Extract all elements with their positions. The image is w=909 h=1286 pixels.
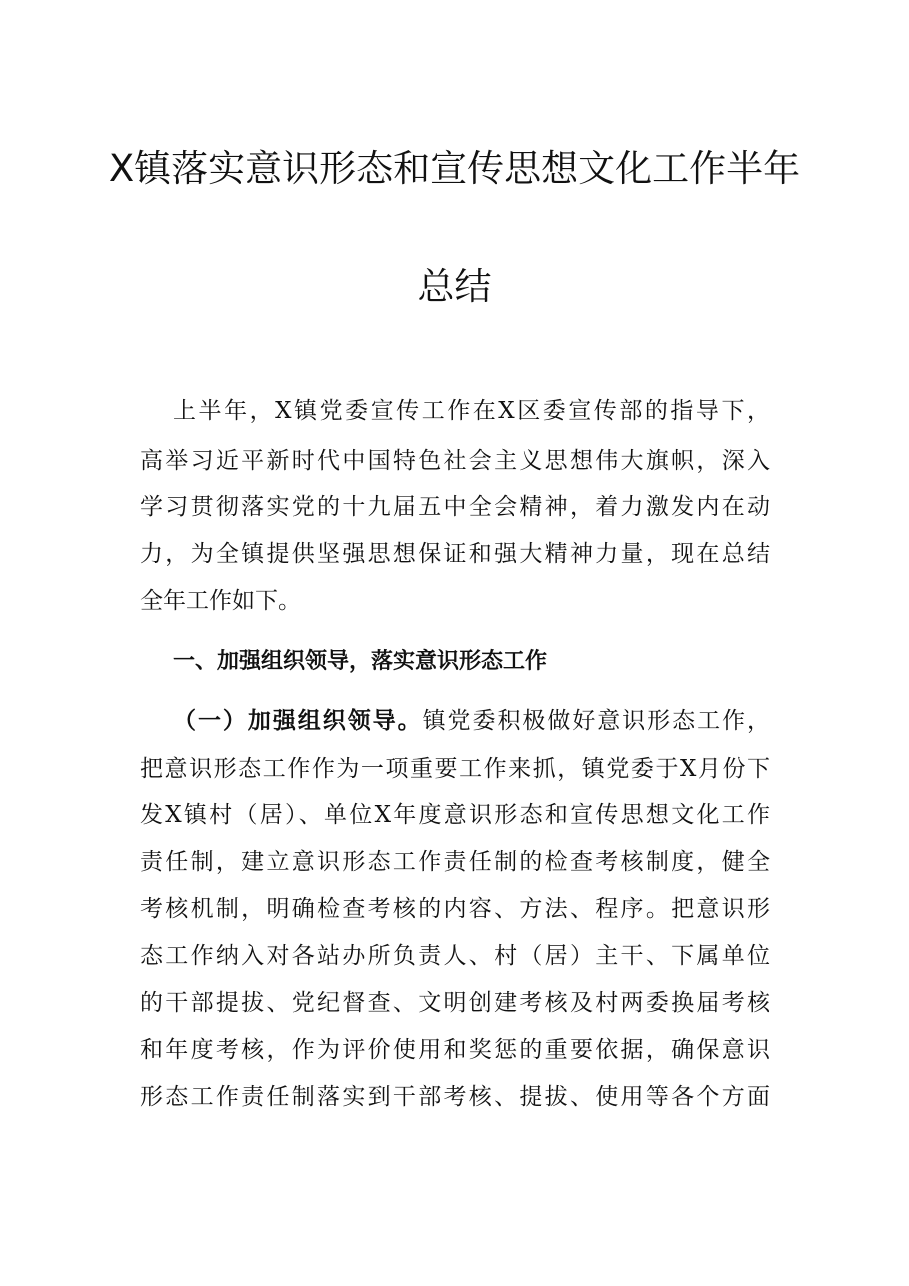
body-line: 形态工作责任制落实到干部考核、提拔、使用等各个方面 bbox=[140, 1084, 770, 1110]
body-line: 的干部提拔、党纪督查、文明创建考核及村两委换届考核 bbox=[140, 990, 770, 1016]
document-title-line-1: X镇落实意识形态和宣传思想文化工作半年 bbox=[108, 147, 801, 190]
body-line: 发X镇村（居）、单位X年度意识形态和宣传思想文化工作 bbox=[140, 802, 770, 828]
subsection-first-text: 镇党委积极做好意识形态工作， bbox=[422, 708, 771, 734]
body-line: 责任制，建立意识形态工作责任制的检查考核制度，健全 bbox=[140, 849, 770, 875]
body-line: 态工作纳入对各站办所负责人、村（居）主干、下属单位 bbox=[140, 943, 770, 969]
intro-line: 学习贯彻落实党的十九届五中全会精神，着力激发内在动 bbox=[140, 494, 770, 520]
subsection-first-line bbox=[173, 710, 770, 733]
section-heading: 一、加强组织领导，落实意识形态工作 bbox=[173, 649, 548, 674]
body-line: 和年度考核，作为评价使用和奖惩的重要依据，确保意识 bbox=[140, 1037, 770, 1063]
intro-line: 力，为全镇提供坚强思想保证和强大精神力量，现在总结 bbox=[140, 541, 770, 567]
intro-line: 高举习近平新时代中国特色社会主义思想伟大旗帜，深入 bbox=[140, 448, 770, 474]
body-line: 把意识形态工作作为一项重要工作来抓，镇党委于X月份下 bbox=[140, 756, 770, 782]
document-title-line-2: 总结 bbox=[417, 265, 492, 308]
subsection-heading: （一）加强组织领导。 bbox=[173, 708, 423, 734]
intro-line: 全年工作如下。 bbox=[140, 588, 301, 614]
body-line: 考核机制，明确检查考核的内容、方法、程序。把意识形 bbox=[140, 896, 770, 922]
intro-line: 上半年，X镇党委宣传工作在X区委宣传部的指导下， bbox=[173, 398, 770, 424]
